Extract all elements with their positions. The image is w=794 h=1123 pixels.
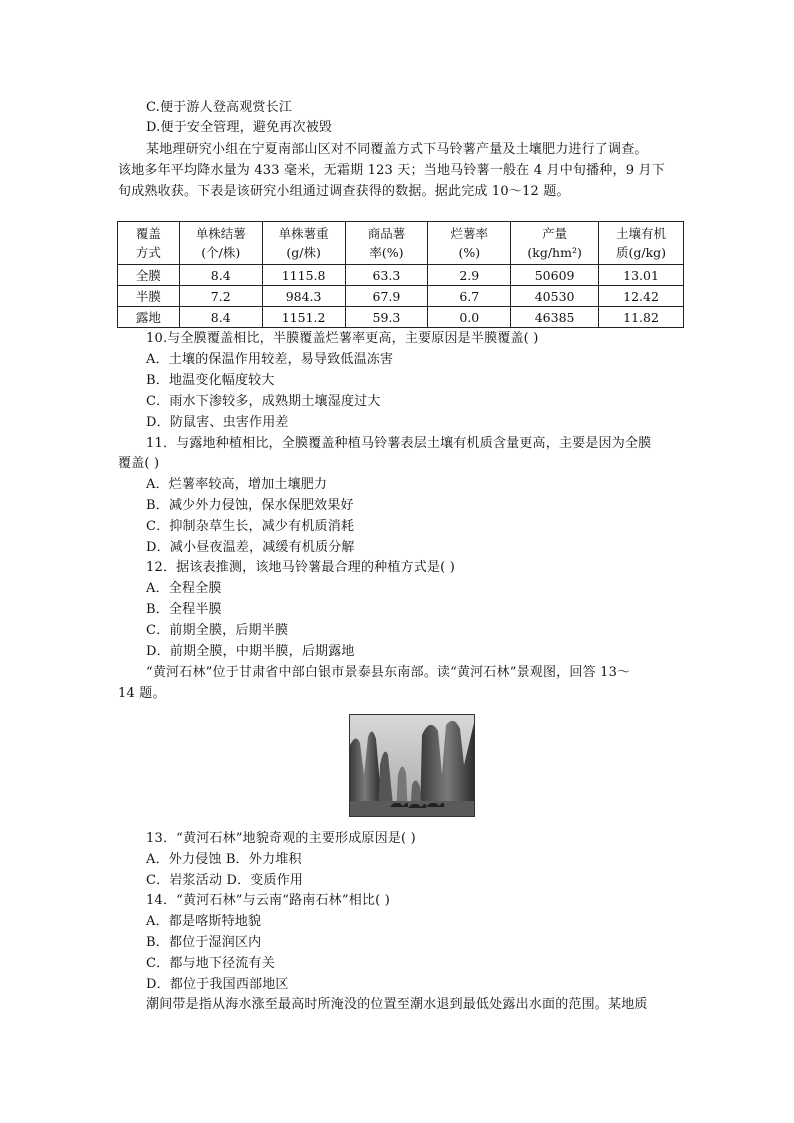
q11-stem-line-2: 覆盖( ) [118, 456, 160, 471]
intro-line-2: 该地多年平均降水量为 433 毫米，无霜期 123 天；当地马铃薯一般在 4 月中旬播种，9 月下 [118, 163, 665, 178]
table-cell: 1151.2 [262, 307, 345, 328]
table-cell: 8.4 [179, 265, 262, 286]
intro-line-1: 某地理研究小组在宁夏南部山区对不同覆盖方式下马铃薯产量及土壤肥力进行了调查。 [146, 142, 648, 157]
q12-option-c: C．前期全膜，后期半膜 [146, 623, 289, 638]
table-cell: 全膜 [118, 265, 180, 286]
table-row [118, 286, 684, 307]
intro2-line-1: “黄河石林”位于甘肃省中部白银市景泰县东南部。读“黄河石林”景观图，回答 13～ [146, 665, 631, 680]
q13-options-cd: C．岩浆活动 D．变质作用 [146, 873, 304, 888]
q14-option-d: D．都位于我国西部地区 [146, 977, 289, 992]
q14-option-b: B．都位于湿润区内 [146, 935, 262, 950]
table-header-cell: 覆盖 方式 [118, 222, 180, 265]
q14-option-c: C．都与地下径流有关 [146, 956, 275, 971]
table-cell: 46385 [511, 307, 599, 328]
table-cell: 11.82 [599, 307, 684, 328]
q12-option-a: A．全程全膜 [146, 581, 222, 596]
q12-stem: 12．据该表推测，该地马铃薯最合理的种植方式是( ) [146, 560, 456, 575]
stone-forest-illustration [350, 715, 474, 816]
table-cell: 63.3 [345, 265, 428, 286]
table-cell: 1115.8 [262, 265, 345, 286]
table-row [118, 307, 684, 328]
option-c-top: C.便于游人登高观赏长江 [146, 100, 293, 115]
intro-line-3: 旬成熟收获。下表是该研究小组通过调查获得的数据。据此完成 10～12 题。 [118, 184, 570, 199]
q10-option-b: B．地温变化幅度较大 [146, 373, 275, 388]
q14-stem: 14．“黄河石林”与云南“路南石林”相比( ) [146, 893, 391, 908]
q11-option-c: C．抑制杂草生长，减少有机质消耗 [146, 519, 355, 534]
potato-data-table [117, 221, 684, 328]
table-cell: 露地 [118, 307, 180, 328]
table-cell: 6.7 [428, 286, 511, 307]
q13-stem: 13．“黄河石林”地貌奇观的主要形成原因是( ) [146, 831, 416, 846]
table-cell: 67.9 [345, 286, 428, 307]
table-cell: 59.3 [345, 307, 428, 328]
table-cell: 13.01 [599, 265, 684, 286]
table-header-cell: 单株薯重 (g/株) [262, 222, 345, 265]
table-header-row [118, 222, 684, 265]
q10-option-c: C．雨水下渗较多，成熟期土壤湿度过大 [146, 394, 381, 409]
q11-option-d: D．减小昼夜温差，减缓有机质分解 [146, 540, 355, 555]
table-header-cell: 土壤有机 质(g/kg) [599, 222, 684, 265]
table-cell: 40530 [511, 286, 599, 307]
q12-option-b: B．全程半膜 [146, 602, 222, 617]
table-cell: 2.9 [428, 265, 511, 286]
table-cell: 0.0 [428, 307, 511, 328]
q11-option-a: A．烂薯率较高，增加土壤肥力 [146, 477, 328, 492]
table-header-cell: 烂薯率 (%) [428, 222, 511, 265]
q10-stem: 10.与全膜覆盖相比，半膜覆盖烂薯率更高，主要原因是半膜覆盖( ) [146, 331, 539, 346]
q10-option-d: D．防鼠害、虫害作用差 [146, 415, 289, 430]
table-row [118, 265, 684, 286]
table-cell: 半膜 [118, 286, 180, 307]
q12-option-d: D．前期全膜，中期半膜，后期露地 [146, 644, 355, 659]
intro2-line-2: 14 题。 [118, 686, 166, 701]
q10-option-a: A．土壤的保温作用较差，易导致低温冻害 [146, 352, 394, 367]
stone-forest-photo [349, 714, 475, 817]
table-cell: 7.2 [179, 286, 262, 307]
option-d-top: D.便于安全管理，避免再次被毁 [146, 120, 333, 135]
table-header-cell: 产量 (kg/hm²) [511, 222, 599, 265]
table-header-cell: 单株结薯 (个/株) [179, 222, 262, 265]
intertidal-intro-line: 潮间带是指从海水涨至最高时所淹没的位置至潮水退到最低处露出水面的范围。某地质 [146, 997, 648, 1012]
q13-options-ab: A．外力侵蚀 B．外力堆积 [146, 852, 302, 867]
q11-stem-line-1: 11．与露地种植相比，全膜覆盖种植马铃薯表层土壤有机质含量更高，主要是因为全膜 [146, 436, 652, 451]
table-cell: 8.4 [179, 307, 262, 328]
q11-option-b: B．减少外力侵蚀，保水保肥效果好 [146, 498, 354, 513]
q14-option-a: A．都是喀斯特地貌 [146, 914, 262, 929]
table-cell: 12.42 [599, 286, 684, 307]
table-header-cell: 商品薯 率(%) [345, 222, 428, 265]
table-cell: 50609 [511, 265, 599, 286]
table-cell: 984.3 [262, 286, 345, 307]
